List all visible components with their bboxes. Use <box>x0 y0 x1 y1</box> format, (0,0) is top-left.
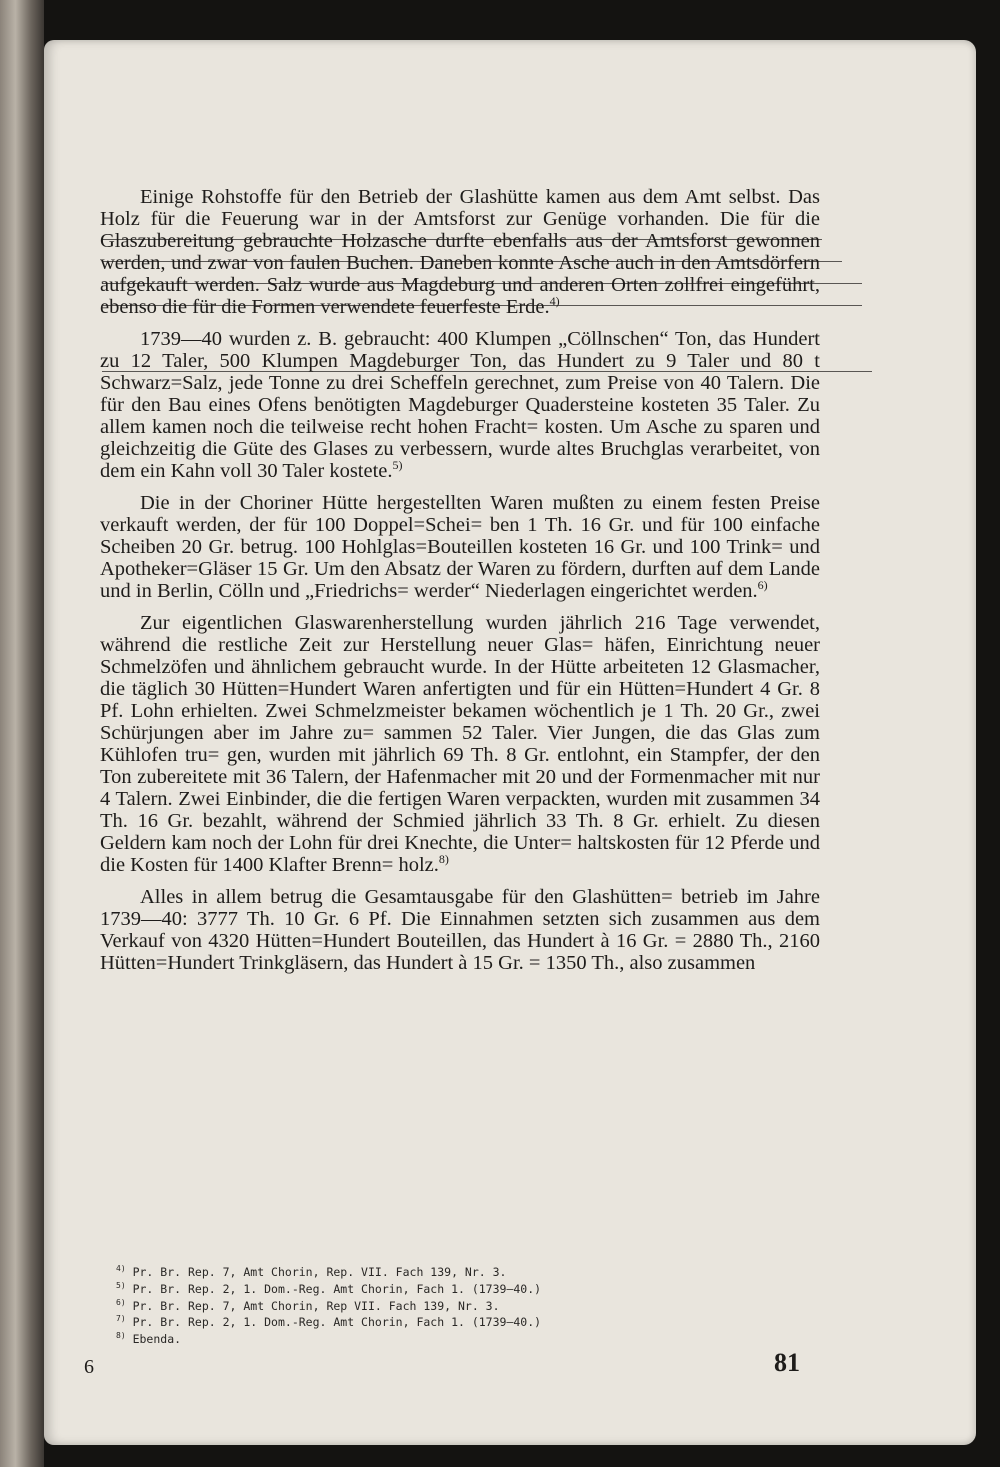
book-spine-edge <box>0 0 44 1467</box>
footnote-ref: 5) <box>392 458 403 473</box>
footnote: $^{7)}$ Pr. Br. Rep. 2, 1. Dom.-Reg. Amt Chorin, Fach 1. (1739—40.) <box>116 1314 542 1330</box>
page-number: 81 <box>774 1348 800 1377</box>
body-text <box>100 186 820 984</box>
footnote: $^{8)}$ Ebenda. <box>116 1331 182 1347</box>
footnote: $^{5)}$ Pr. Br. Rep. 2, 1. Dom.-Reg. Amt Chorin, Fach 1. (1739—40.) <box>116 1280 542 1296</box>
footnote: $^{4)}$ Pr. Br. Rep. 7, Amt Chorin, Rep. VII. Fach 139, Nr. 3. <box>116 1264 507 1279</box>
footnote: $^{6)}$ Pr. Br. Rep. 7, Amt Chorin, Rep VII. Fach 139, Nr. 3. <box>116 1297 500 1313</box>
signature-mark: 6 <box>84 1356 94 1378</box>
footnote-ref: 6) <box>757 578 768 593</box>
footnote-ref: 8) <box>438 852 449 867</box>
paragraph: Einige Rohstoffe für den Betrieb der Glashütte kamen aus dem Amt selbst. Das Holz für die Feuerung war in der Amtsforst zur Genüge vorhanden. Die für die Glaszubereitung gebrauchte Holzasche durfte ebenfalls aus der Amtsforst gewonnen werden, und zwar von faulen Buchen. Daneben konnte Asche auch in den Amtsdörfern aufgekauft werden. Salz wurde aus Magdeburg und anderen Orten zollfrei eingeführt, ebenso die für die Formen verwendete feuerfeste Erde.$^{4)}$ <box>100 186 820 318</box>
paragraph: Die in der Choriner Hütte hergestellten Waren mußten zu einem festen Preise verkauft werden, der für 100 Doppel=Schei= ben 1 Th. 16 Gr. und für 100 einfache Scheiben 20 Gr. betrug. 100 Hohlglas=Bouteillen kosteten 16 Gr. und 100 Trink= und Apotheker=Gläser 15 Gr. Um den Absatz der Waren zu fördern, durften auf dem Lande und in Berlin, Cölln und „Friedrichs= werder“ Niederlagen eingerichtet werden.$^{6)}$ <box>100 492 820 602</box>
paragraph: 1739—40 wurden z. B. gebraucht: 400 Klumpen „Cöllnschen“ Ton, das Hundert zu 12 Taler, 500 Klumpen Magdeburger Ton, das Hundert zu 9 Taler und 80 t Schwarz=Salz, jede Tonne zu drei Scheffeln gerechnet, zum Preise von 40 Talern. Die für den Bau eines Ofens benötigten Magdeburger Quadersteine kosteten 35 Taler. Zu allem kamen noch die teilweise recht hohen Fracht= kosten. Um Asche zu sparen und gleichzeitig die Güte des Glases zu verbessern, wurde altes Bruchglas verarbeitet, von dem ein Kahn voll 30 Taler kostete.$^{5)}$ <box>100 328 820 482</box>
paragraph: Zur eigentlichen Glaswarenherstellung wurden jährlich 216 Tage verwendet, während die restliche Zeit zur Herstellung neuer Glas= häfen, Einrichtung neuer Schmelzöfen und ähnlichem gebraucht wurde. In der Hütte arbeiteten 12 Glasmacher, die täglich 30 Hütten=Hundert Waren anfertigten und für ein Hütten=Hundert 4 Gr. 8 Pf. Lohn erhielten. Zwei Schmelzmeister bekamen wöchentlich je 1 Th. 20 Gr., zwei Schürjungen aber im Jahre zu= sammen 52 Taler. Vier Jungen, die das Glas zum Kühlofen tru= gen, wurden mit jährlich 69 Th. 8 Gr. entlohnt, ein Stampfer, der den Ton zubereitete mit 36 Talern, der Hafenmacher mit 20 und der Formenmacher mit nur 4 Talern. Zwei Einbinder, die die fertigen Waren verpackten, wurden mit zusammen 34 Th. 16 Gr. bezahlt, während der Schmied jährlich 33 Th. 8 Gr. erhielt. Zu diesen Geldern kam noch der Lohn für drei Knechte, die Unter= haltskosten für 12 Pferde und die Kosten für 1400 Klafter Brenn= holz.$^{8)}$ <box>100 612 820 876</box>
footnote-ref: 4) <box>549 294 560 309</box>
footnotes <box>116 1262 716 1346</box>
paragraph: Alles in allem betrug die Gesamtausgabe für den Glashütten= betrieb im Jahre 1739—40: 3777 Th. 10 Gr. 6 Pf. Die Einnahmen setzten sich zusammen aus dem Verkauf von 4320 Hütten=Hundert Bouteillen, das Hundert à 16 Gr. = 2880 Th., 2160 Hütten=Hundert Trinkgläsern, das Hundert à 15 Gr. = 1350 Th., also zusammen <box>100 886 820 974</box>
